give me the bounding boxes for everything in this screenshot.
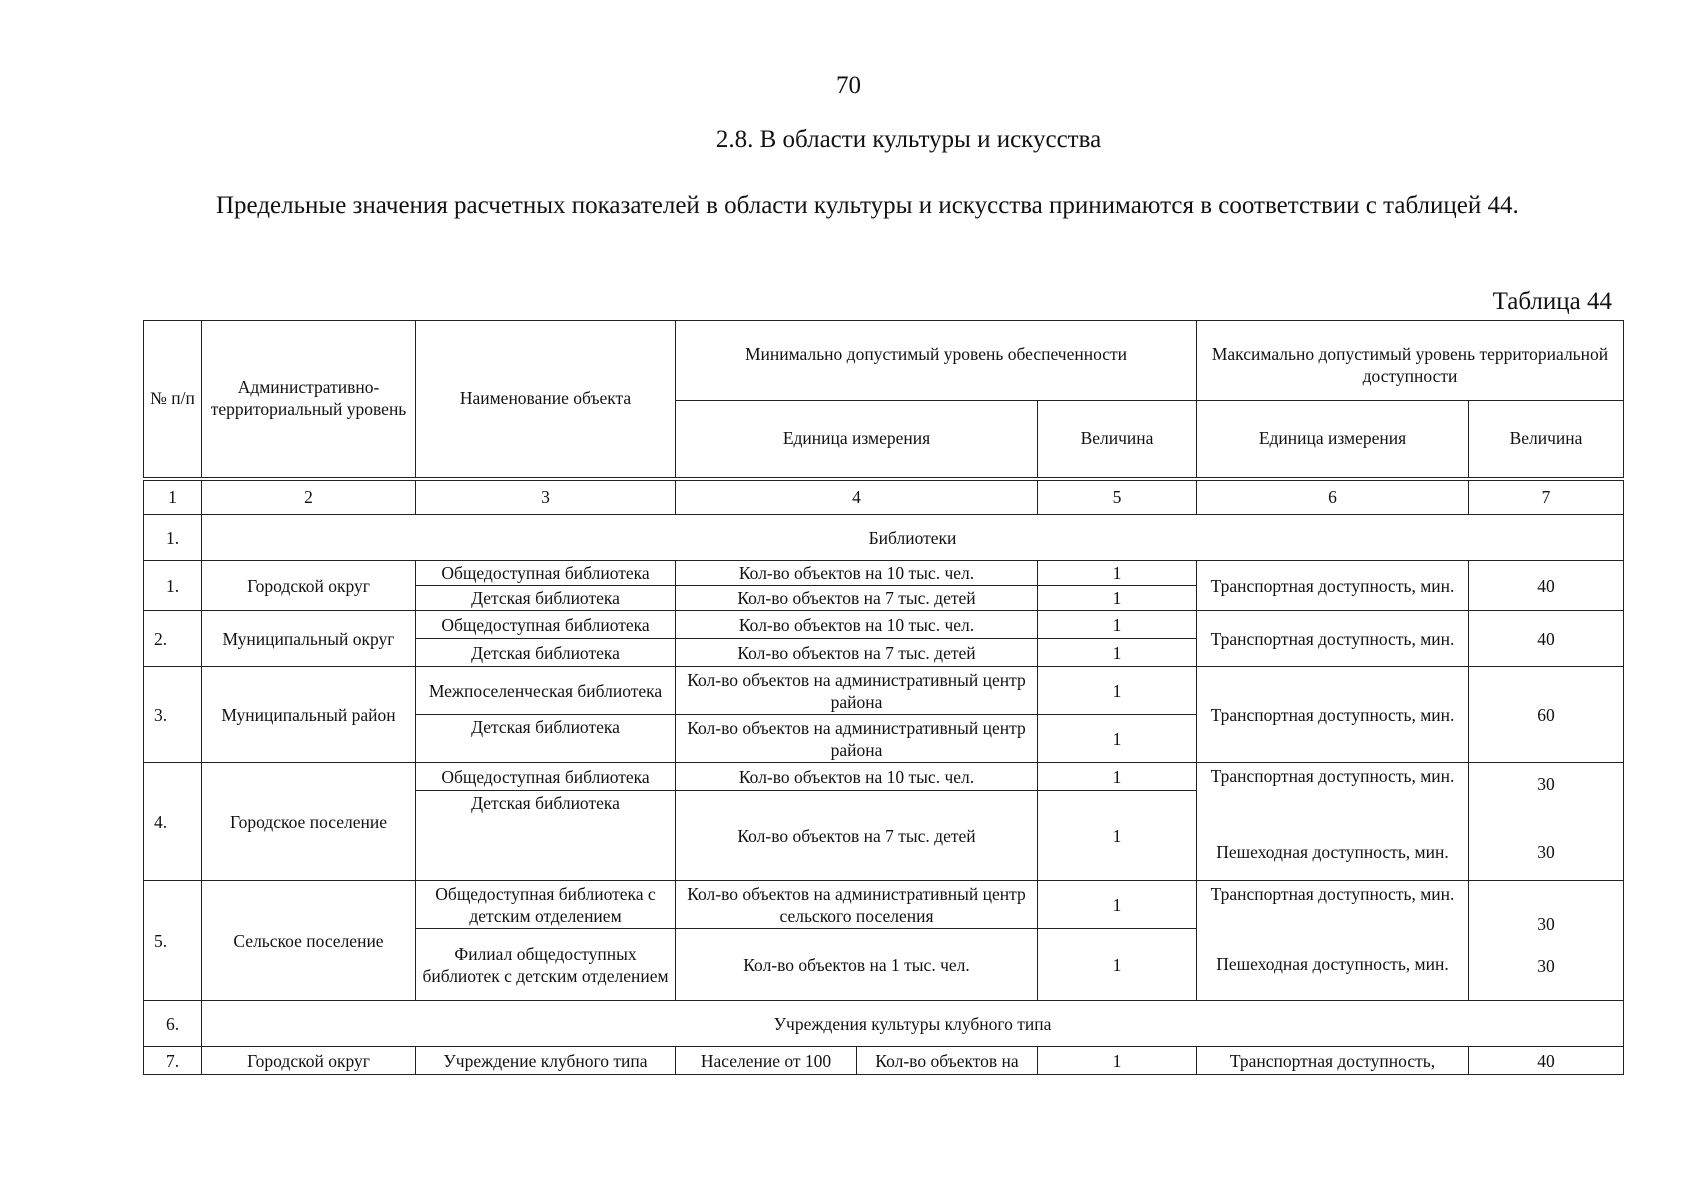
unit: Кол-во объектов на 7 тыс. детей [676, 791, 1038, 881]
access-value: 30 [1537, 842, 1555, 862]
access-value: 30 [1537, 914, 1555, 934]
access-value: 40 [1469, 611, 1624, 667]
value: 1 [1038, 881, 1197, 929]
header-max-unit: Единица измерения [1197, 401, 1469, 479]
access-value: 60 [1469, 667, 1624, 763]
object-name: Общедоступная библиотека [416, 763, 676, 791]
access-unit: Транспортная доступность, [1197, 1047, 1469, 1075]
object-name: Филиал общедоступных библиотек с детским отделением [416, 929, 676, 1001]
access-unit: Пешеходная доступность, мин. [1216, 954, 1449, 974]
value: 1 [1038, 667, 1197, 715]
access-value: 40 [1469, 561, 1624, 611]
section-num: 1. [144, 515, 202, 561]
unit: Кол-во объектов на 7 тыс. детей [676, 586, 1038, 611]
unit: Кол-во объектов на 1 тыс. чел. [676, 929, 1038, 1001]
unit: Кол-во объектов на 7 тыс. детей [676, 639, 1038, 667]
section-num: 6. [144, 1001, 202, 1047]
admin-level: Сельское поселение [202, 881, 416, 1001]
population: Население от 100 [676, 1047, 857, 1075]
access-value: 30 [1537, 956, 1555, 976]
section-title-libraries: Библиотеки [202, 515, 1624, 561]
value: 1 [1038, 763, 1197, 791]
access-unit: Пешеходная доступность, мин. [1216, 842, 1449, 862]
value: 1 [1038, 561, 1197, 586]
object-name: Детская библиотека [416, 639, 676, 667]
header-num: № п/п [144, 321, 202, 479]
value: 1 [1038, 715, 1197, 763]
access-unit: Транспортная доступность, мин. [1210, 766, 1455, 786]
object-name: Общедоступная библиотека с детским отделением [416, 881, 676, 929]
col-number: 6 [1197, 479, 1469, 515]
col-number: 4 [676, 479, 1038, 515]
value: 1 [1038, 586, 1197, 611]
table-caption: Таблица 44 [1492, 288, 1612, 315]
unit: Кол-во объектов на административный центр района [676, 715, 1038, 763]
unit: Кол-во объектов на административный центр сельского поселения [676, 881, 1038, 929]
col-number: 1 [144, 479, 202, 515]
object-name: Учреждение клубного типа [416, 1047, 676, 1075]
access-value-cell [1469, 881, 1624, 1001]
unit: Кол-во объектов на 10 тыс. чел. [676, 611, 1038, 639]
admin-level: Городское поселение [202, 763, 416, 881]
standards-table [143, 320, 1624, 1075]
value: 1 [1038, 639, 1197, 667]
object-name: Межпоселенческая библиотека [416, 667, 676, 715]
col-number: 3 [416, 479, 676, 515]
section-title-clubs: Учреждения культуры клубного типа [202, 1001, 1624, 1047]
object-name: Детская библиотека [416, 715, 676, 763]
col-number: 5 [1038, 479, 1197, 515]
col-number: 2 [202, 479, 416, 515]
header-min-unit: Единица измерения [676, 401, 1038, 479]
object-name: Детская библиотека [416, 791, 676, 881]
access-unit-cell [1197, 881, 1469, 1001]
access-value: 30 [1537, 774, 1555, 794]
col-number: 7 [1469, 479, 1624, 515]
standards-table-wrap [143, 320, 1613, 1075]
header-object-name: Наименование объекта [416, 321, 676, 479]
object-name: Детская библиотека [416, 586, 676, 611]
header-max-value: Величина [1469, 401, 1624, 479]
value: 1 [1038, 929, 1197, 1001]
access-unit: Транспортная доступность, мин. [1197, 561, 1469, 611]
row-num: 2. [144, 611, 202, 667]
value: 1 [1038, 791, 1197, 881]
value: 1 [1038, 1047, 1197, 1075]
unit: Кол-во объектов на административный центр района [676, 667, 1038, 715]
object-name: Общедоступная библиотека [416, 611, 676, 639]
row-num: 4. [144, 763, 202, 881]
access-unit: Транспортная доступность, мин. [1197, 667, 1469, 763]
access-unit: Транспортная доступность, мин. [1210, 884, 1455, 904]
access-unit-cell [1197, 763, 1469, 881]
intro-paragraph: Предельные значения расчетных показателей в области культуры и искусства принимаются в соответствии с таблицей 44. [216, 192, 1519, 219]
row-num: 1. [144, 561, 202, 611]
access-value-cell [1469, 763, 1624, 881]
row-num: 3. [144, 667, 202, 763]
admin-level: Муниципальный район [202, 667, 416, 763]
header-min-value: Величина [1038, 401, 1197, 479]
object-name: Общедоступная библиотека [416, 561, 676, 586]
header-min-provision: Минимально допустимый уровень обеспеченности [676, 321, 1197, 401]
admin-level: Городской округ [202, 561, 416, 611]
header-admin-level: Административно-территориальный уровень [202, 321, 416, 479]
unit: Кол-во объектов на [857, 1047, 1038, 1075]
admin-level: Городской округ [202, 1047, 416, 1075]
row-num: 7. [144, 1047, 202, 1075]
access-value: 40 [1469, 1047, 1624, 1075]
header-max-accessibility: Максимально допустимый уровень территориальной доступности [1197, 321, 1624, 401]
admin-level: Муниципальный округ [202, 611, 416, 667]
section-title: 2.8. В области культуры и искусства [715, 126, 1102, 153]
unit: Кол-во объектов на 10 тыс. чел. [676, 561, 1038, 586]
unit: Кол-во объектов на 10 тыс. чел. [676, 763, 1038, 791]
row-num: 5. [144, 881, 202, 1001]
access-unit: Транспортная доступность, мин. [1197, 611, 1469, 667]
page-number: 70 [836, 72, 861, 99]
value: 1 [1038, 611, 1197, 639]
